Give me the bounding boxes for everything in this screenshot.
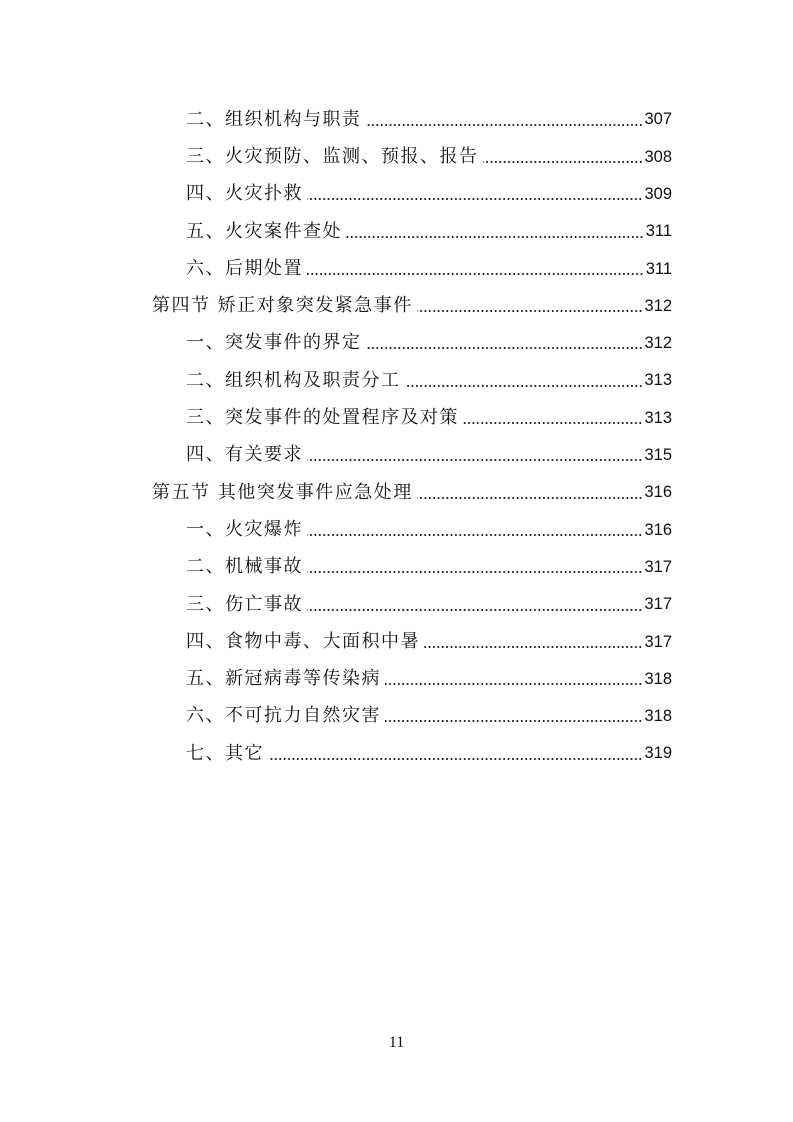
toc-entry-label: 一、突发事件的界定 xyxy=(186,332,362,354)
toc-dot-leader xyxy=(424,646,642,648)
toc-entry-line xyxy=(152,474,672,511)
toc-entry-label: 五、新冠病毒等传染病 xyxy=(186,668,381,690)
toc-entry-label: 第五节 其他突发事件应急处理 xyxy=(152,481,413,503)
toc-entry-label: 一、火灾爆炸 xyxy=(186,518,303,540)
toc-entry[interactable] xyxy=(0,101,793,138)
toc-entry-label: 三、火灾预防、监测、预报、报告 xyxy=(186,145,479,167)
toc-entry-label: 四、食物中毒、大面积中暑 xyxy=(186,630,420,652)
toc-entry[interactable] xyxy=(0,623,793,660)
toc-dot-leader xyxy=(268,758,642,760)
toc-entry[interactable] xyxy=(0,549,793,586)
toc-dot-leader xyxy=(417,497,643,499)
toc-entry-line xyxy=(186,437,672,474)
toc-section-entry[interactable] xyxy=(0,474,793,511)
toc-entry[interactable] xyxy=(0,698,793,735)
toc-entry-page-number: 308 xyxy=(644,147,672,166)
toc-entry-line xyxy=(186,399,672,436)
toc-dot-leader xyxy=(417,310,643,312)
toc-entry-page-number: 318 xyxy=(644,707,672,726)
toc-dot-leader xyxy=(385,683,642,685)
toc-entry-page-number: 307 xyxy=(644,110,672,129)
toc-entry-line xyxy=(186,362,672,399)
toc-entry-page-number: 313 xyxy=(644,371,672,390)
toc-entry-page-number: 317 xyxy=(644,632,672,651)
toc-entry[interactable] xyxy=(0,399,793,436)
toc-entry[interactable] xyxy=(0,176,793,213)
toc-entry[interactable] xyxy=(0,138,793,175)
toc-entry-page-number: 317 xyxy=(644,595,672,614)
toc-entry-line xyxy=(186,101,672,138)
toc-dot-leader xyxy=(366,347,643,349)
toc-entry-label: 七、其它 xyxy=(186,742,264,764)
toc-dot-leader xyxy=(307,198,642,200)
toc-entry[interactable] xyxy=(0,586,793,623)
toc-entry-label: 二、机械事故 xyxy=(186,556,303,578)
toc-entry-label: 五、火灾案件查处 xyxy=(186,220,342,242)
toc-entry-label: 三、伤亡事故 xyxy=(186,593,303,615)
toc-dot-leader xyxy=(307,534,642,536)
toc-entry-line xyxy=(186,586,672,623)
toc-entry-line xyxy=(186,511,672,548)
toc-dot-leader xyxy=(307,273,644,275)
toc-entry-line xyxy=(152,287,672,324)
toc-entry-page-number: 315 xyxy=(644,446,672,465)
toc-entry-line xyxy=(186,250,672,287)
toc-entry[interactable] xyxy=(0,660,793,697)
toc-entry-page-number: 316 xyxy=(644,483,672,502)
toc-entry-page-number: 311 xyxy=(645,259,672,278)
toc-dot-leader xyxy=(483,161,643,163)
toc-entry[interactable] xyxy=(0,362,793,399)
toc-entry-label: 二、组织机构与职责 xyxy=(186,108,362,130)
toc-entry-page-number: 319 xyxy=(644,744,672,763)
toc-entry-page-number: 312 xyxy=(644,296,672,315)
toc-entry-label: 四、有关要求 xyxy=(186,444,303,466)
toc-dot-leader xyxy=(385,720,642,722)
toc-entry-line xyxy=(186,698,672,735)
page-number: 11 xyxy=(388,1034,405,1051)
toc-entry-page-number: 309 xyxy=(644,184,672,203)
toc-dot-leader xyxy=(346,236,644,238)
toc-dot-leader xyxy=(307,609,642,611)
toc-entry[interactable] xyxy=(0,325,793,362)
toc-dot-leader xyxy=(405,385,643,387)
toc-dot-leader xyxy=(366,124,643,126)
table-of-contents xyxy=(0,101,793,772)
toc-entry-label: 三、突发事件的处置程序及对策 xyxy=(186,407,459,429)
toc-entry[interactable] xyxy=(0,437,793,474)
toc-entry[interactable] xyxy=(0,213,793,250)
toc-entry[interactable] xyxy=(0,511,793,548)
toc-entry-page-number: 318 xyxy=(644,669,672,688)
toc-dot-leader xyxy=(463,422,642,424)
toc-entry-line xyxy=(186,213,672,250)
toc-entry-page-number: 313 xyxy=(644,408,672,427)
toc-entry-label: 二、组织机构及职责分工 xyxy=(186,369,401,391)
toc-entry-page-number: 311 xyxy=(645,222,672,241)
toc-entry-line xyxy=(186,660,672,697)
toc-entry[interactable] xyxy=(0,735,793,772)
toc-entry-line xyxy=(186,735,672,772)
toc-entry[interactable] xyxy=(0,250,793,287)
toc-entry-label: 六、不可抗力自然灾害 xyxy=(186,705,381,727)
toc-entry-label: 第四节 矫正对象突发紧急事件 xyxy=(152,295,413,317)
toc-entry-label: 六、后期处置 xyxy=(186,257,303,279)
toc-entry-page-number: 312 xyxy=(644,334,672,353)
toc-entry-line xyxy=(186,176,672,213)
toc-entry-page-number: 316 xyxy=(644,520,672,539)
toc-section-entry[interactable] xyxy=(0,287,793,324)
toc-entry-line xyxy=(186,623,672,660)
toc-entry-line xyxy=(186,138,672,175)
toc-entry-line xyxy=(186,549,672,586)
toc-entry-line xyxy=(186,325,672,362)
toc-entry-page-number: 317 xyxy=(644,557,672,576)
toc-dot-leader xyxy=(307,571,642,573)
toc-dot-leader xyxy=(307,459,642,461)
toc-entry-label: 四、火灾扑救 xyxy=(186,183,303,205)
